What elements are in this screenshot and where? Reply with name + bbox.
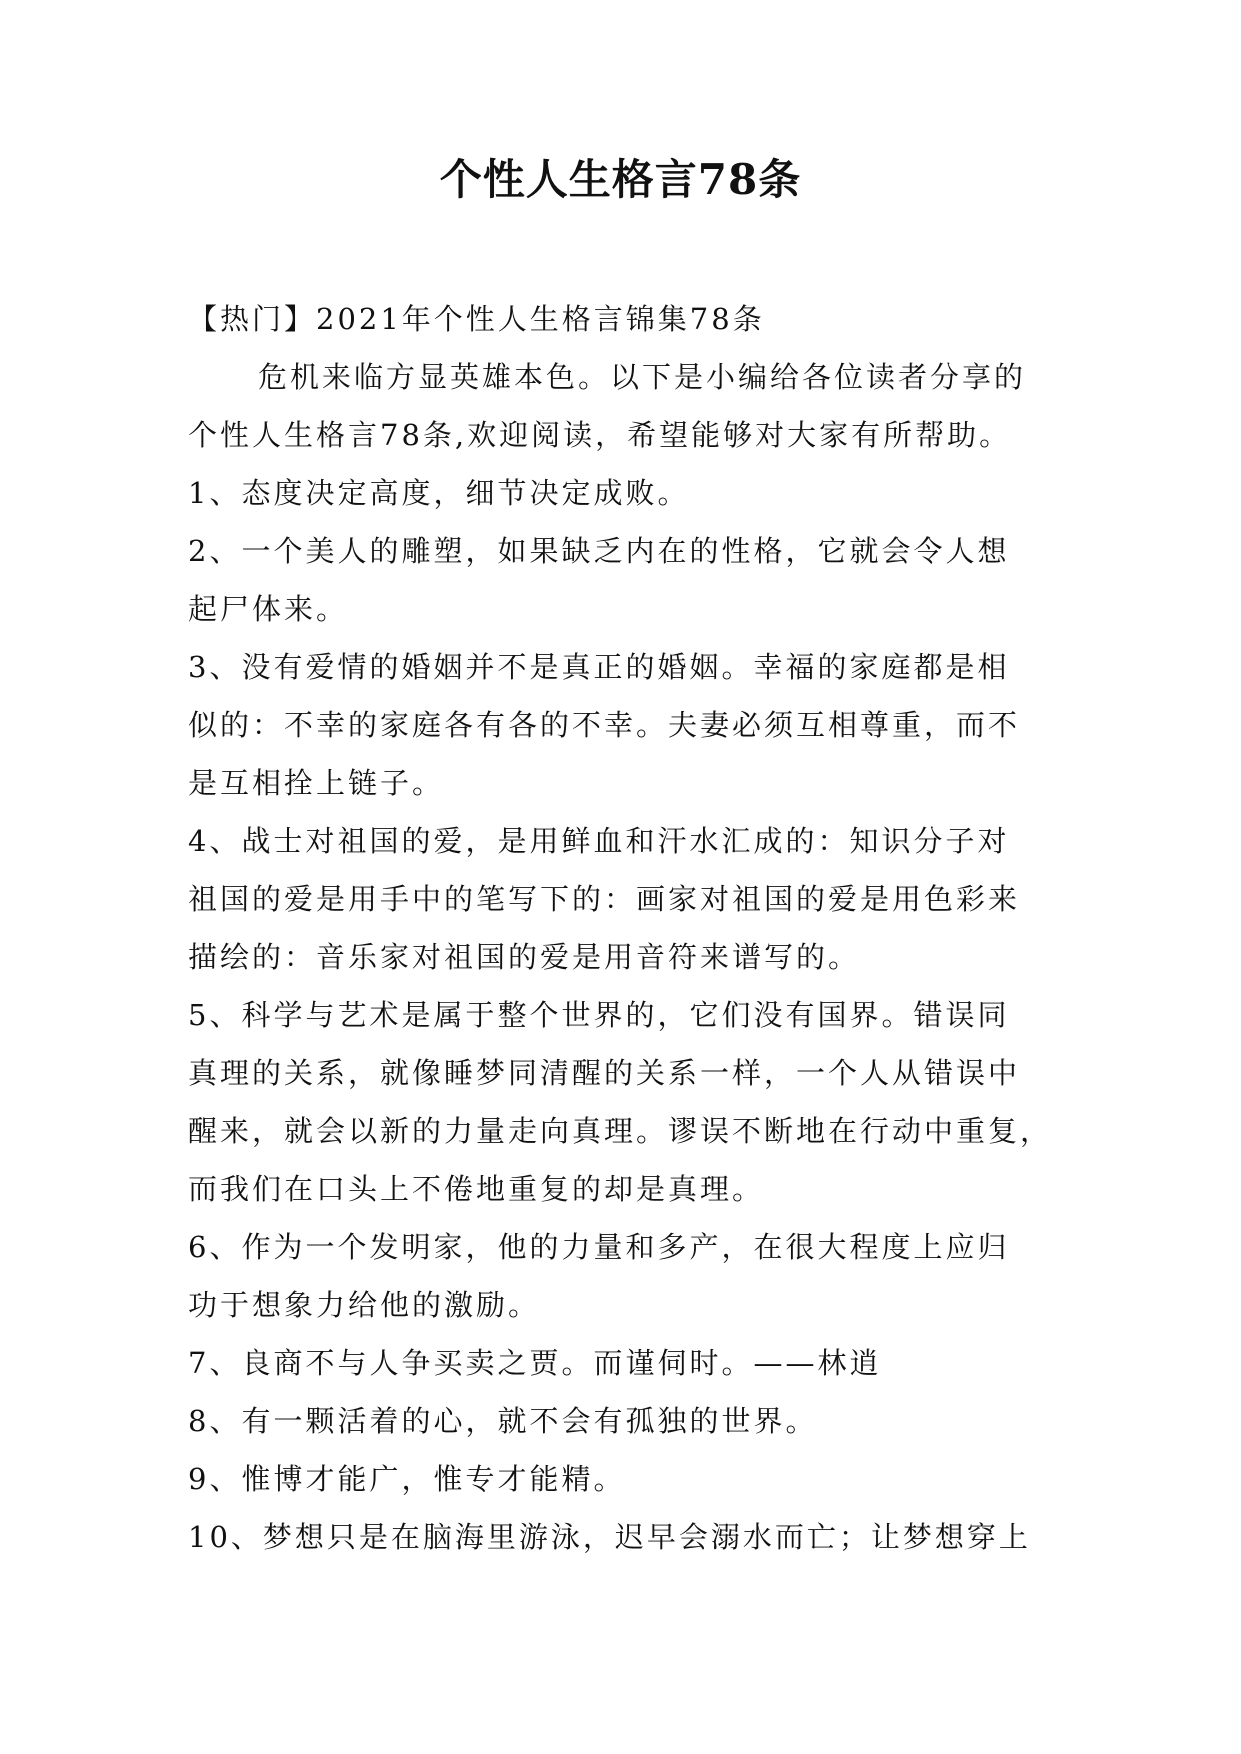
- quote-line: 祖国的爱是用手中的笔写下的：画家对祖国的爱是用色彩来: [188, 882, 1021, 916]
- quote-line: 描绘的：音乐家对祖国的爱是用音符来谱写的。: [188, 940, 861, 974]
- quote-line: 7、良商不与人争买卖之贾。而谨伺时。——林逍: [188, 1346, 882, 1380]
- quote-line: 8、有一颗活着的心，就不会有孤独的世界。: [188, 1404, 818, 1438]
- quote-line: 9、惟博才能广，惟专才能精。: [188, 1462, 626, 1496]
- quote-line: 醒来，就会以新的力量走向真理。谬误不断地在行动中重复，: [188, 1114, 1053, 1148]
- quote-line: 而我们在口头上不倦地重复的却是真理。: [188, 1172, 765, 1206]
- document-title: 个性人生格言78条: [439, 155, 802, 204]
- quote-line: 是互相拴上链子。: [188, 766, 445, 800]
- quote-line: 功于想象力给他的激励。: [188, 1288, 541, 1322]
- quote-line: 4、战士对祖国的爱，是用鲜血和汗水汇成的：知识分子对: [188, 824, 1010, 858]
- quote-line: 起尸体来。: [188, 592, 349, 626]
- quote-line: 6、作为一个发明家，他的力量和多产，在很大程度上应归: [188, 1230, 1010, 1264]
- subtitle-line: 【热门】2021年个性人生格言锦集78条: [188, 302, 765, 336]
- intro-paragraph-line: 危机来临方显英雄本色。以下是小编给各位读者分享的: [258, 360, 1027, 394]
- quote-line: 5、科学与艺术是属于整个世界的，它们没有国界。错误同: [188, 998, 1010, 1032]
- quote-line: 1、态度决定高度，细节决定成败。: [188, 476, 690, 510]
- quote-line: 10、梦想只是在脑海里游泳，迟早会溺水而亡；让梦想穿上: [188, 1520, 1031, 1554]
- quote-line: 似的：不幸的家庭各有各的不幸。夫妻必须互相尊重，而不: [188, 708, 1021, 742]
- quote-line: 2、一个美人的雕塑，如果缺乏内在的性格，它就会令人想: [188, 534, 1010, 568]
- quote-line: 3、没有爱情的婚姻并不是真正的婚姻。幸福的家庭都是相: [188, 650, 1010, 684]
- intro-paragraph-line: 个性人生格言78条,欢迎阅读，希望能够对大家有所帮助。: [188, 418, 1012, 452]
- document-body: [188, 290, 1088, 1566]
- quote-line: 真理的关系，就像睡梦同清醒的关系一样，一个人从错误中: [188, 1056, 1021, 1090]
